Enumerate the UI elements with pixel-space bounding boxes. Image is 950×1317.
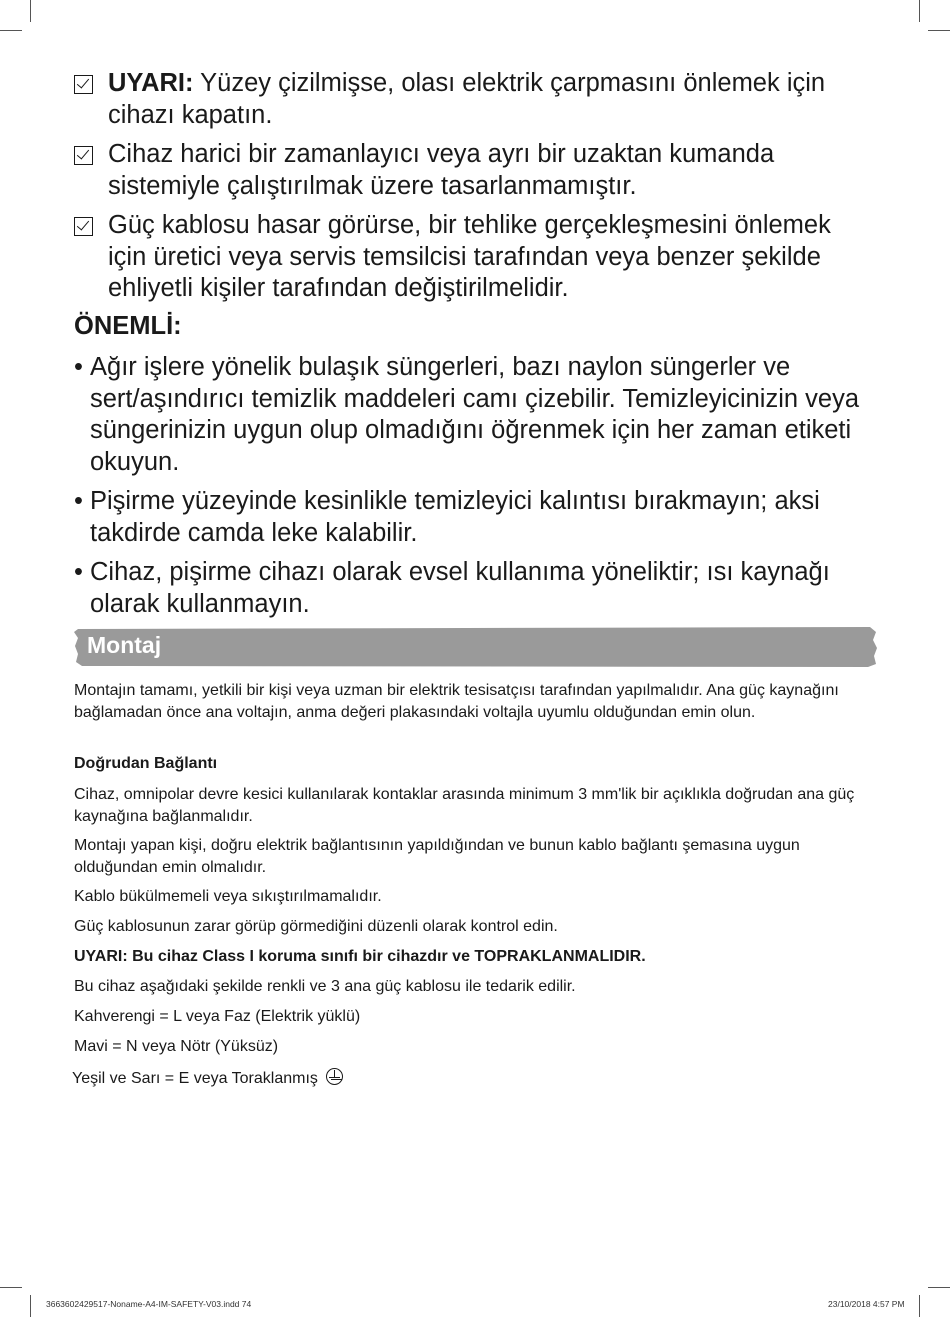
montaj-paragraph: Montajı yapan kişi, doğru elektrik bağlantısının yapıldığından ve bunun kablo bağlantı şemasına uygun olduğundan emin olmalıdır. (74, 837, 800, 876)
montaj-paragraph: Bu cihaz aşağıdaki şekilde renkli ve 3 ana güç kablosu ile tedarik edilir. (74, 978, 576, 995)
crop-mark (0, 30, 22, 31)
wire-line (72, 1066, 862, 1090)
warning-text: Yüzey çizilmişse, olası elektrik çarpmasını önlemek için cihazı kapatın. (108, 69, 826, 129)
important-bullet (74, 557, 874, 620)
montaj-subheading (74, 753, 864, 775)
warning-label: UYARI: (108, 69, 194, 97)
montaj-paragraph: Güç kablosunun zarar görüp görmediğini düzenli olarak kontrol edin. (74, 918, 558, 935)
bullet-text: Pişirme yüzeyinde kesinlikle temizleyici kalıntısı bırakmayın; aksi takdirde camda leke kalabilir. (90, 487, 820, 547)
footer-file: 3663602429517-Noname-A4-IM-SAFETY-V03.indd 74 (46, 1299, 252, 1309)
warning-text: Güç kablosu hasar görürse, bir tehlike gerçekleşmesini önlemek için üretici veya servis temsilcisi tarafından veya benzer şekilde ehliyetli kişiler tarafından değiştirilmelidir. (108, 211, 831, 302)
important-heading: ÖNEMLİ: (74, 312, 182, 340)
crop-mark (0, 1287, 22, 1288)
checkbox-icon (74, 146, 93, 165)
earth-ground-icon (326, 1068, 343, 1085)
crop-mark (30, 1295, 31, 1317)
montaj-paragraph: Kablo bükülmemeli veya sıkıştırılmamalıdır. (74, 888, 382, 905)
footer-date: 23/10/2018 4:57 PM (828, 1299, 905, 1309)
crop-mark (928, 1287, 950, 1288)
section-title: Montaj (87, 632, 162, 658)
warning-item (74, 139, 874, 202)
important-bullet (74, 352, 874, 478)
bullet-icon: • (74, 353, 83, 381)
bullet-text: Cihaz, pişirme cihazı olarak evsel kullanıma yöneliktir; ısı kaynağı olarak kullanmayın. (90, 558, 830, 618)
wire-line: Mavi = N veya Nötr (Yüksüz) (74, 1038, 279, 1055)
warning-text: Cihaz harici bir zamanlayıcı veya ayrı bir uzaktan kumanda sistemiyle çalıştırılmak üzere tasarlanmamıştır. (108, 140, 775, 200)
montaj-paragraph: Cihaz, omnipolar devre kesici kullanılarak kontaklar arasında minimum 3 mm'lik bir açıklıkla doğrudan ana güç kaynağına bağlanmalıdır. (74, 786, 855, 825)
montaj-intro: Montajın tamamı, yetkili bir kişi veya uzman bir elektrik tesisatçısı tarafından yapılmalıdır. Ana güç kaynağını bağlamadan önce ana voltajın, anma değeri plakasındaki voltajla uyumlu olduğundan emin olun. (74, 682, 839, 721)
crop-mark (919, 0, 920, 22)
montaj-warning (74, 946, 864, 968)
subheading-text: Doğrudan Bağlantı (74, 755, 218, 772)
checkbox-icon (74, 75, 93, 94)
checkbox-icon (74, 217, 93, 236)
warning-item (74, 68, 874, 131)
bullet-icon: • (74, 558, 83, 586)
crop-mark (928, 30, 950, 31)
crop-mark (30, 0, 31, 22)
bullet-text: Ağır işlere yönelik bulaşık süngerleri, bazı naylon süngerler ve sert/aşındırıcı temizlik maddeleri camı çizebilir. Temizleyicinizin veya süngerinizin uygun olup olmadığını öğrenmek için her zaman etiketi okuyun. (90, 353, 860, 476)
bullet-icon: • (74, 487, 83, 515)
warning-text: UYARI: Bu cihaz Class I koruma sınıfı bir cihazdır ve TOPRAKLANMALIDIR. (74, 948, 646, 965)
wire-text: Yeşil ve Sarı = E veya Toraklanmış (72, 1070, 318, 1087)
warning-item (74, 210, 874, 305)
section-banner (72, 626, 878, 668)
crop-mark (919, 1295, 920, 1317)
wire-line: Kahverengi = L veya Faz (Elektrik yüklü) (74, 1008, 361, 1025)
banner-shape (72, 626, 878, 668)
important-bullet (74, 486, 874, 549)
